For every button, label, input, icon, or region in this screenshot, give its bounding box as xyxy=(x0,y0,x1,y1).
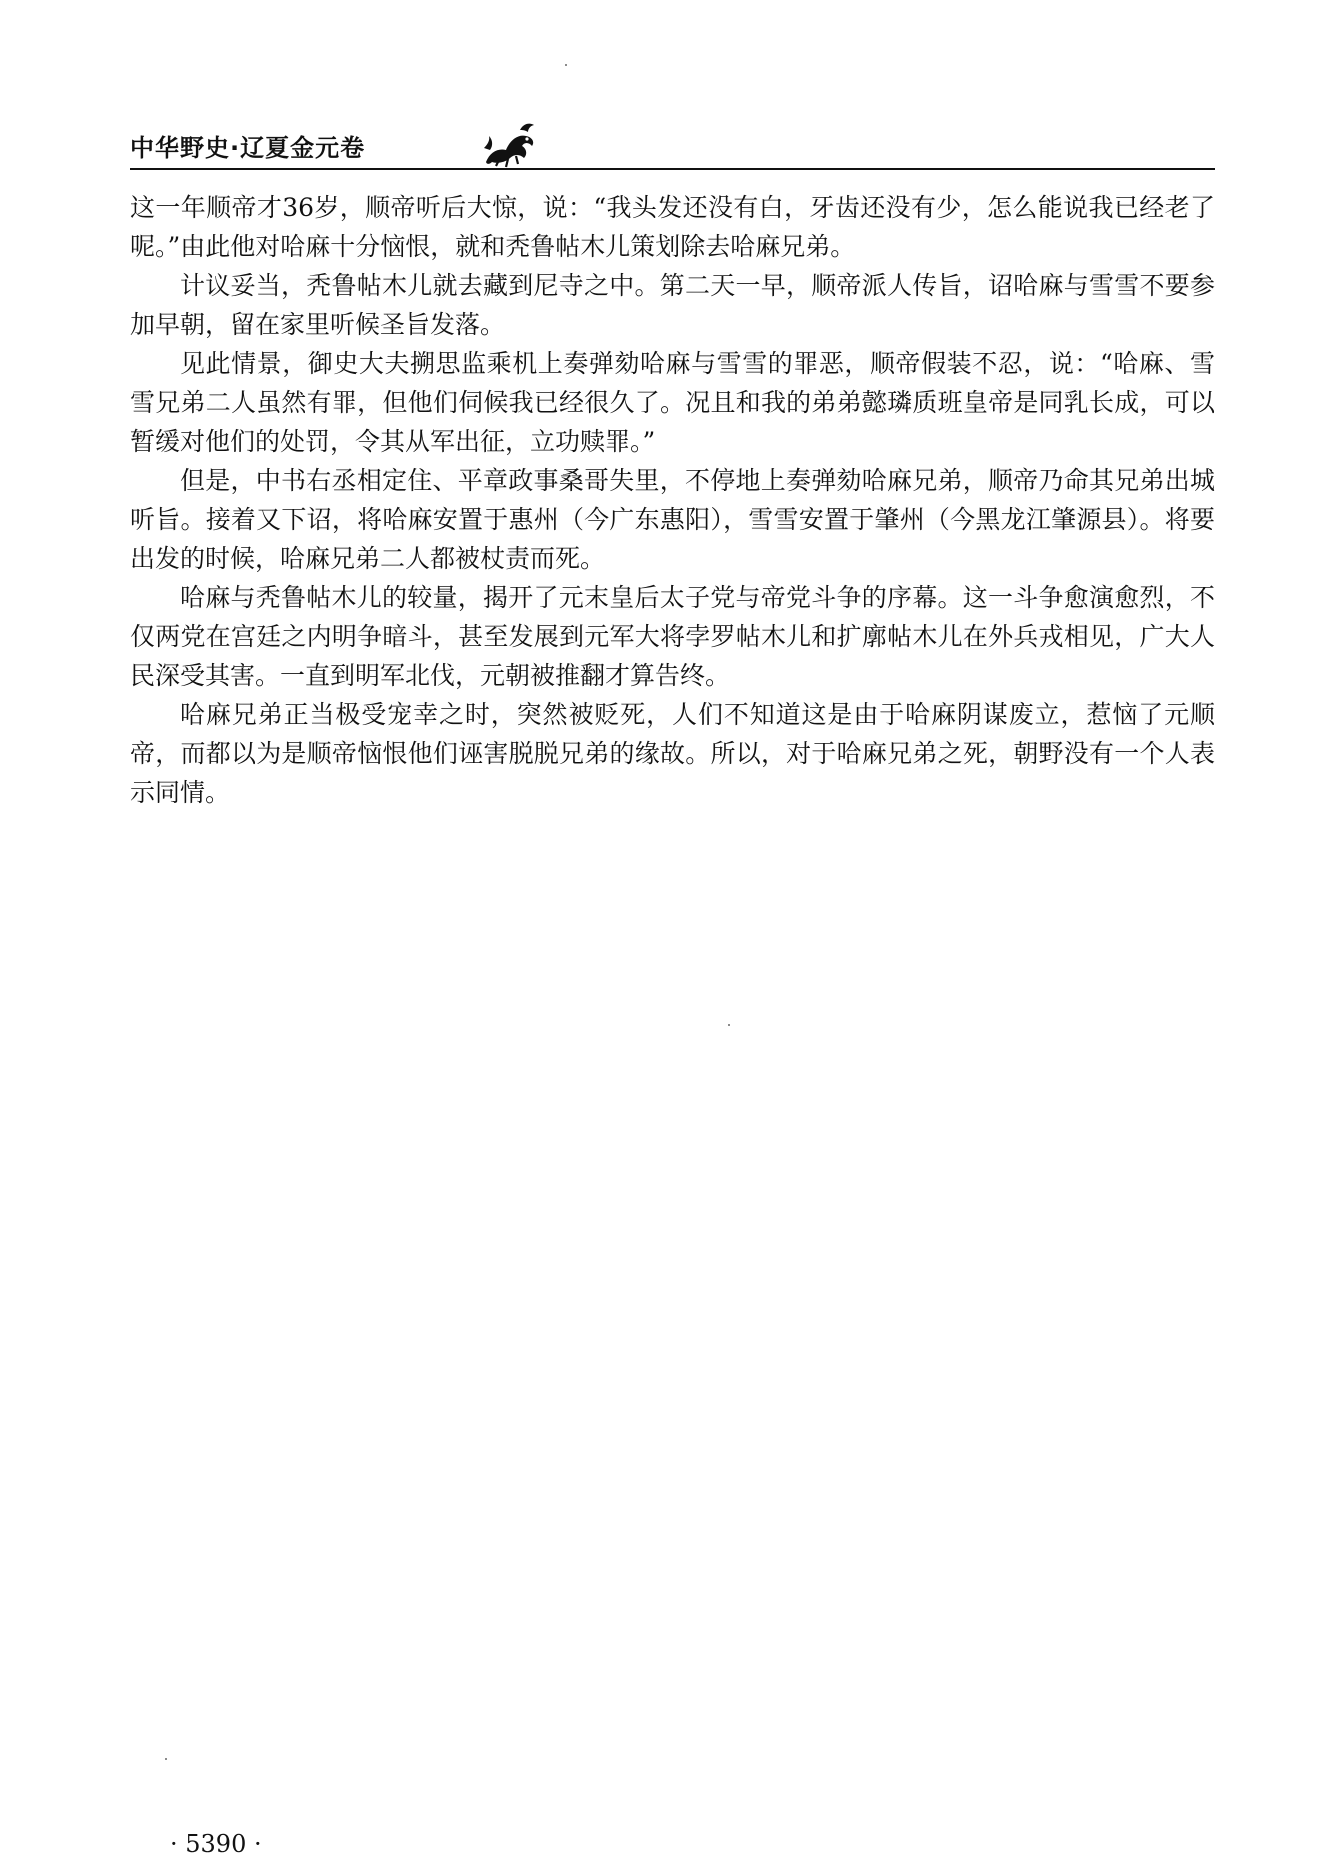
scan-speck xyxy=(165,1758,167,1760)
paragraph: 这一年顺帝才36岁，顺帝听后大惊，说：“我头发还没有白，牙齿还没有少，怎么能说我已经老了呢。”由此他对哈麻十分恼恨，就和秃鲁帖木儿策划除去哈麻兄弟。 xyxy=(130,193,1215,261)
article-body xyxy=(130,188,1215,812)
paragraph: 哈麻兄弟正当极受宠幸之时，突然被贬死，人们不知道这是由于哈麻阴谋废立，惹恼了元顺帝，而都以为是顺帝恼恨他们诬害脱脱兄弟的缘故。所以，对于哈麻兄弟之死，朝野没有一个人表示同情。 xyxy=(130,700,1215,807)
book-title: 中华野史·辽夏金元卷 xyxy=(130,134,366,162)
scan-speck xyxy=(565,64,567,66)
paragraph: 哈麻与秃鲁帖木儿的较量，揭开了元末皇后太子党与帝党斗争的序幕。这一斗争愈演愈烈，不仅两党在宫廷之内明争暗斗，甚至发展到元军大将孛罗帖木儿和扩廓帖木儿在外兵戎相见，广大人民深受其害。一直到明军北伐，元朝被推翻才算告终。 xyxy=(130,583,1215,690)
scan-speck xyxy=(728,1024,730,1026)
page-number: · 5390 · xyxy=(170,1830,262,1858)
header-rule xyxy=(130,168,1215,170)
paragraph: 但是，中书右丞相定住、平章政事桑哥失里，不停地上奏弹劾哈麻兄弟，顺帝乃命其兄弟出城听旨。接着又下诏，将哈麻安置于惠州（今广东惠阳），雪雪安置于肇州（今黑龙江肇源县）。将要出发的时候，哈麻兄弟二人都被杖责而死。 xyxy=(130,466,1215,573)
paragraph: 计议妥当，秃鲁帖木儿就去藏到尼寺之中。第二天一早，顺帝派人传旨，诏哈麻与雪雪不要参加早朝，留在家里听候圣旨发落。 xyxy=(130,271,1215,339)
paragraph: 见此情景，御史大夫搠思监乘机上奏弹劾哈麻与雪雪的罪恶，顺帝假装不忍，说：“哈麻、雪雪兄弟二人虽然有罪，但他们伺候我已经很久了。况且和我的弟弟懿璘质班皇帝是同乳长成，可以暂缓对他们的处罚，令其从军出征，立功赎罪。” xyxy=(130,349,1215,456)
dragon-emblem-icon xyxy=(480,118,540,170)
running-header xyxy=(130,118,1215,170)
